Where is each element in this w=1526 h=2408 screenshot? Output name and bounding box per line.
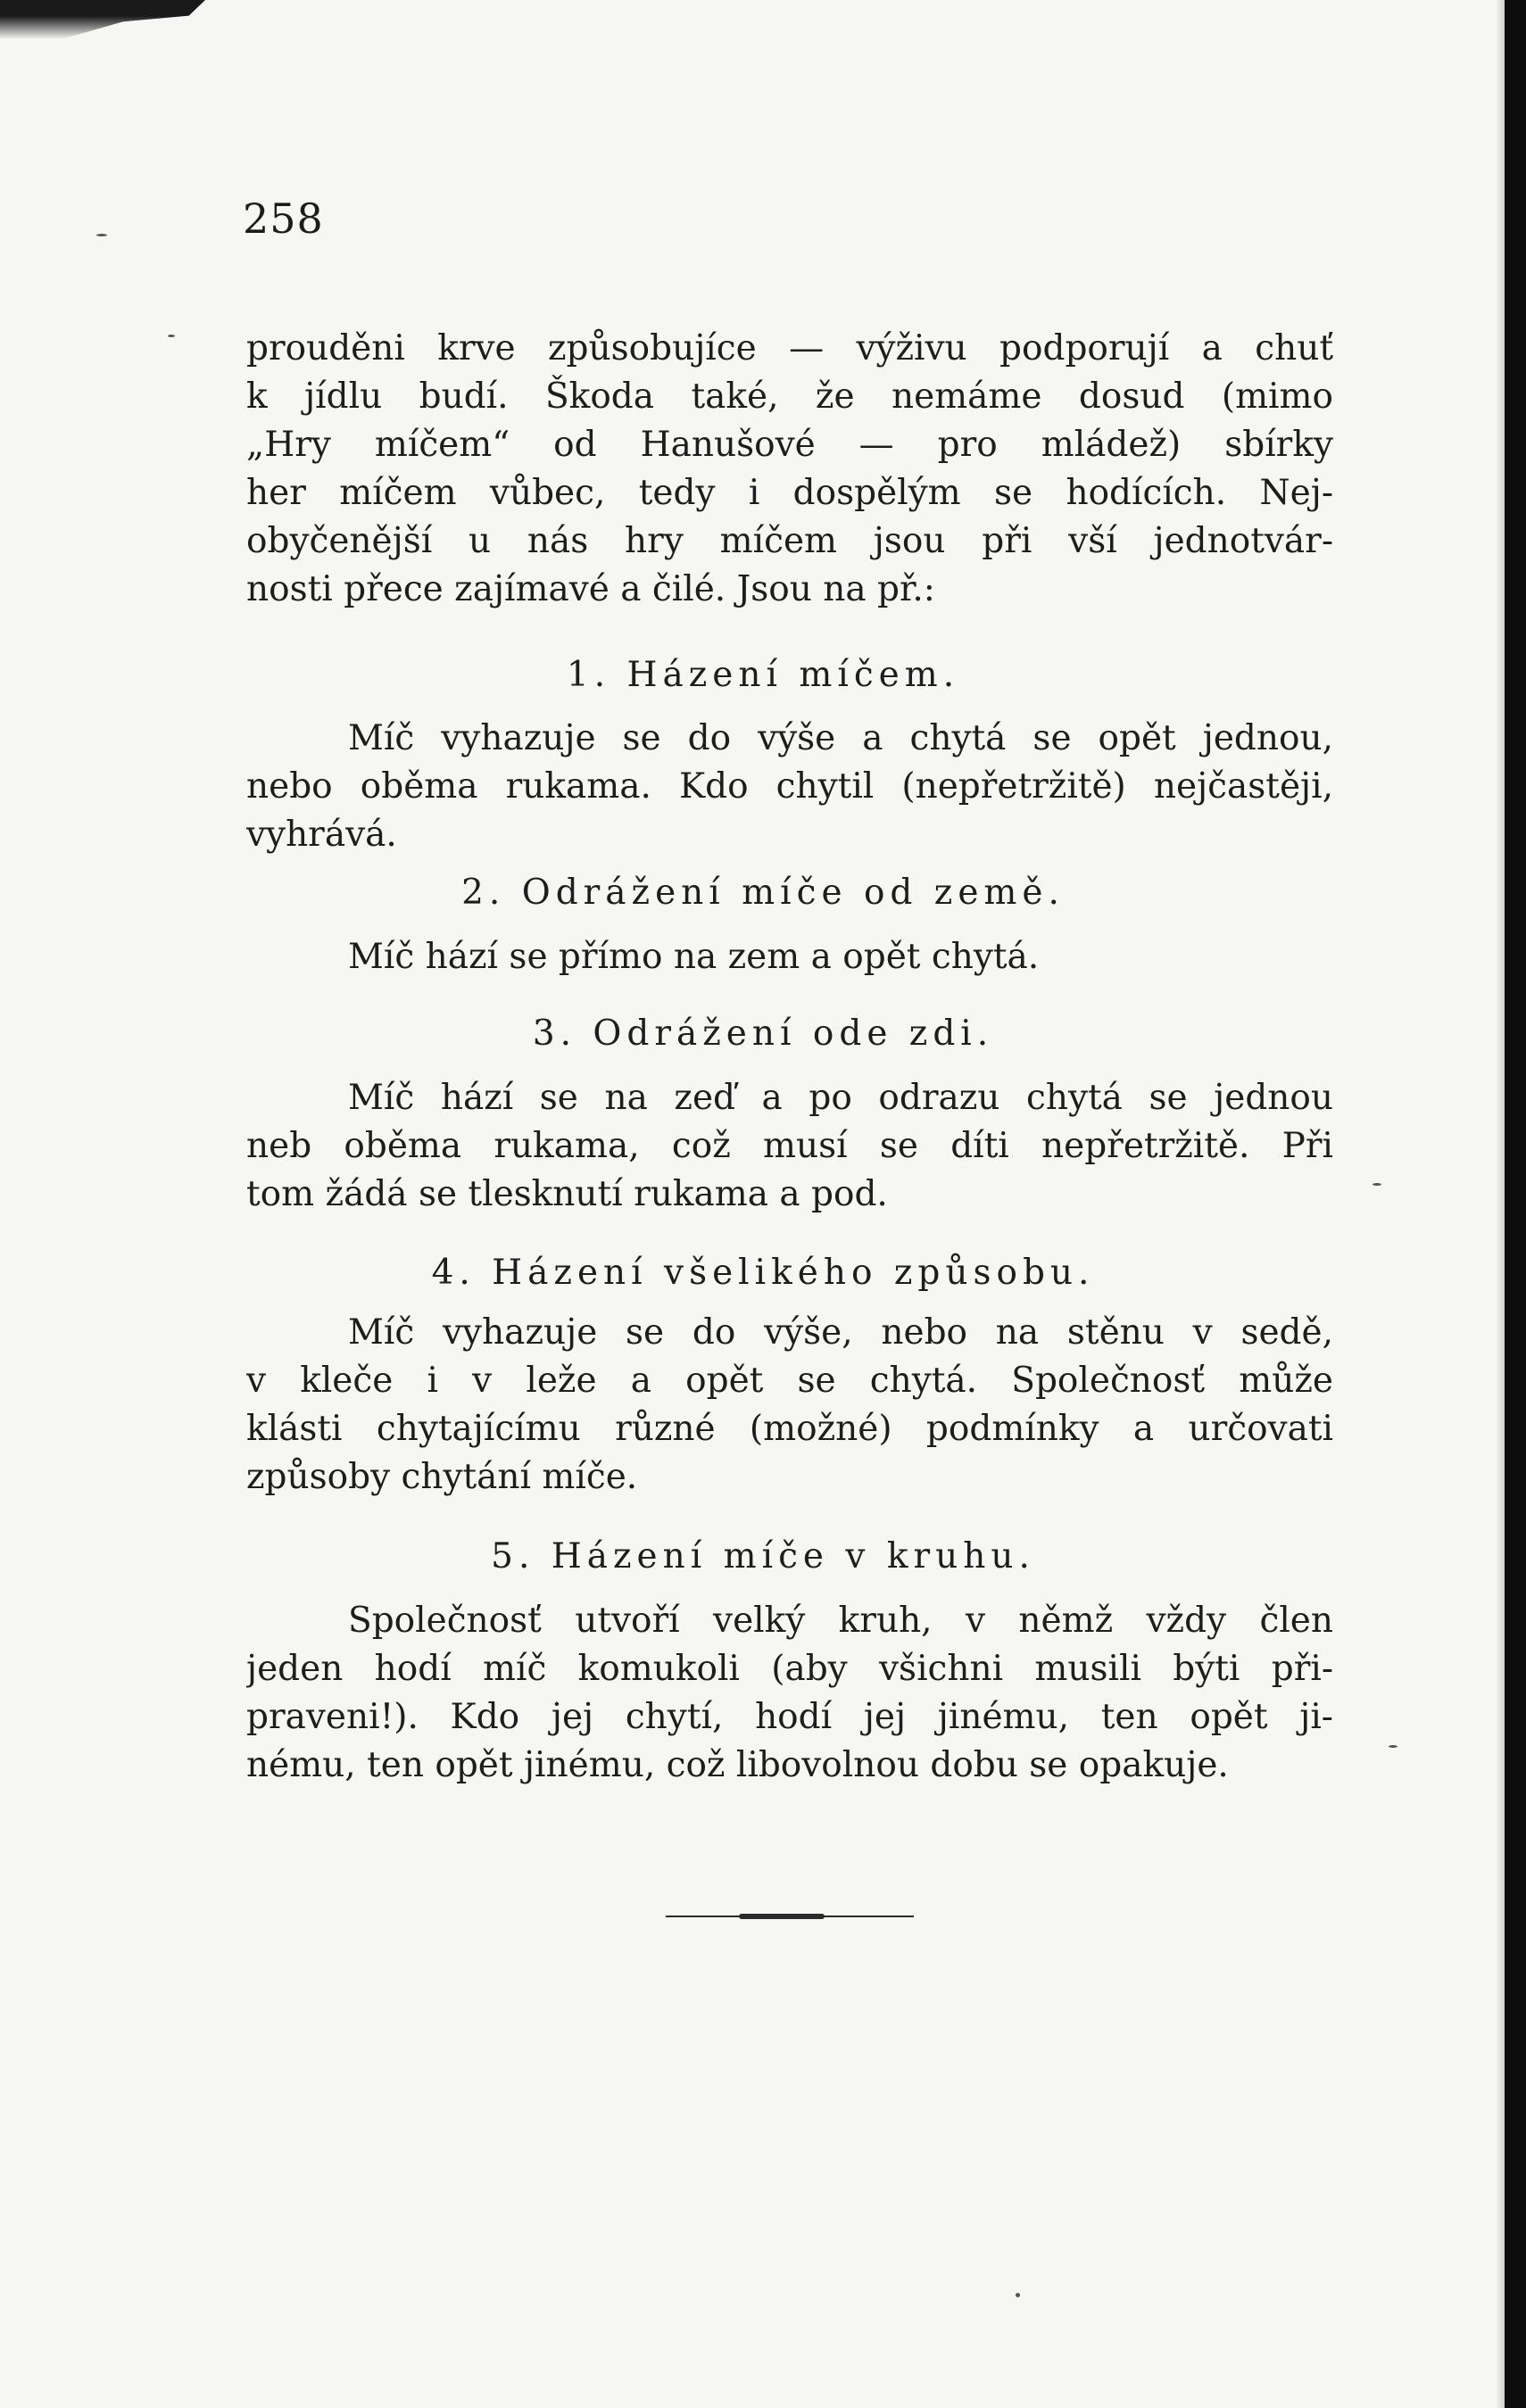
page-number: 258 xyxy=(243,194,324,243)
section-5-paragraph xyxy=(246,1597,1333,1790)
paragraph-line: Míč vyhazuje se do výše a chytá se opět jednou, xyxy=(348,718,1333,758)
section-heading-3: 3. Odrážení ode zdi. xyxy=(532,1014,994,1054)
paragraph-line: nebo oběma rukama. Kdo chytil (nepřetržitě) nejčastěji, xyxy=(246,766,1333,807)
section-1-paragraph xyxy=(246,715,1333,859)
intro-line: k jídlu budí. Škoda také, že nemáme dosud (mimo xyxy=(246,377,1333,417)
section-heading-5: 5. Házení míče v kruhu. xyxy=(491,1536,1035,1576)
section-4-paragraph xyxy=(246,1309,1333,1502)
paragraph-line: způsoby chytání míče. xyxy=(246,1457,638,1497)
section-heading-4: 4. Házení všelikého způsobu. xyxy=(431,1253,1095,1293)
intro-line: obyčenější u nás hry míčem jsou při vší jednotvár- xyxy=(246,521,1333,561)
section-2-paragraph xyxy=(246,933,1333,981)
paragraph-line: vyhrává. xyxy=(246,815,397,855)
speck xyxy=(1389,1745,1397,1748)
section-heading-1: 1. Házení míčem. xyxy=(566,655,960,695)
end-ornament xyxy=(666,1914,914,1919)
speck xyxy=(1016,2293,1020,2297)
intro-line: prouděni krve způsobujíce — výživu podporují a chuť xyxy=(246,328,1333,368)
intro-line: „Hry míčem“ od Hanušové — pro mládež) sbírky xyxy=(246,425,1333,465)
speck xyxy=(1373,1183,1381,1186)
paragraph-line: Společnosť utvoří velký kruh, v němž vždy člen xyxy=(348,1601,1333,1641)
scan-edge-gradient xyxy=(1496,0,1505,2408)
section-3-paragraph xyxy=(246,1074,1333,1219)
paragraph-line: praveni!). Kdo jej chytí, hodí jej jinému, ten opět ji- xyxy=(246,1697,1333,1737)
section-heading-2: 2. Odrážení míče od země. xyxy=(461,873,1065,913)
intro-line: her míčem vůbec, tedy i dospělým se hodících. Nej- xyxy=(246,473,1333,513)
paragraph-line: Míč hází se na zeď a po odrazu chytá se jednou xyxy=(348,1078,1333,1118)
intro-line: nosti přece zajímavé a čilé. Jsou na př.: xyxy=(246,569,935,609)
paragraph-line: Míč hází se přímo na zem a opět chytá. xyxy=(348,937,1040,977)
speck xyxy=(96,234,107,236)
paragraph-line: neb oběma rukama, což musí se díti nepřetržitě. Při xyxy=(246,1126,1333,1166)
paragraph-line: Míč vyhazuje se do výše, nebo na stěnu v sedě, xyxy=(348,1312,1333,1353)
ornament-center xyxy=(739,1914,825,1919)
scan-corner-shadow xyxy=(0,0,205,39)
intro-paragraph xyxy=(246,325,1333,614)
paragraph-line: tom žádá se tlesknutí rukama a pod. xyxy=(246,1174,888,1214)
paragraph-line: jeden hodí míč komukoli (aby všichni musili býti při- xyxy=(246,1649,1333,1689)
paragraph-line: nému, ten opět jinému, což libovolnou dobu se opakuje. xyxy=(246,1745,1229,1785)
paragraph-line: v kleče i v leže a opět se chytá. Společnosť může xyxy=(246,1361,1333,1401)
scan-edge-right xyxy=(1505,0,1526,2408)
paragraph-line: klásti chytajícímu různé (možné) podmínky a určovati xyxy=(246,1409,1333,1449)
speck xyxy=(168,335,175,337)
